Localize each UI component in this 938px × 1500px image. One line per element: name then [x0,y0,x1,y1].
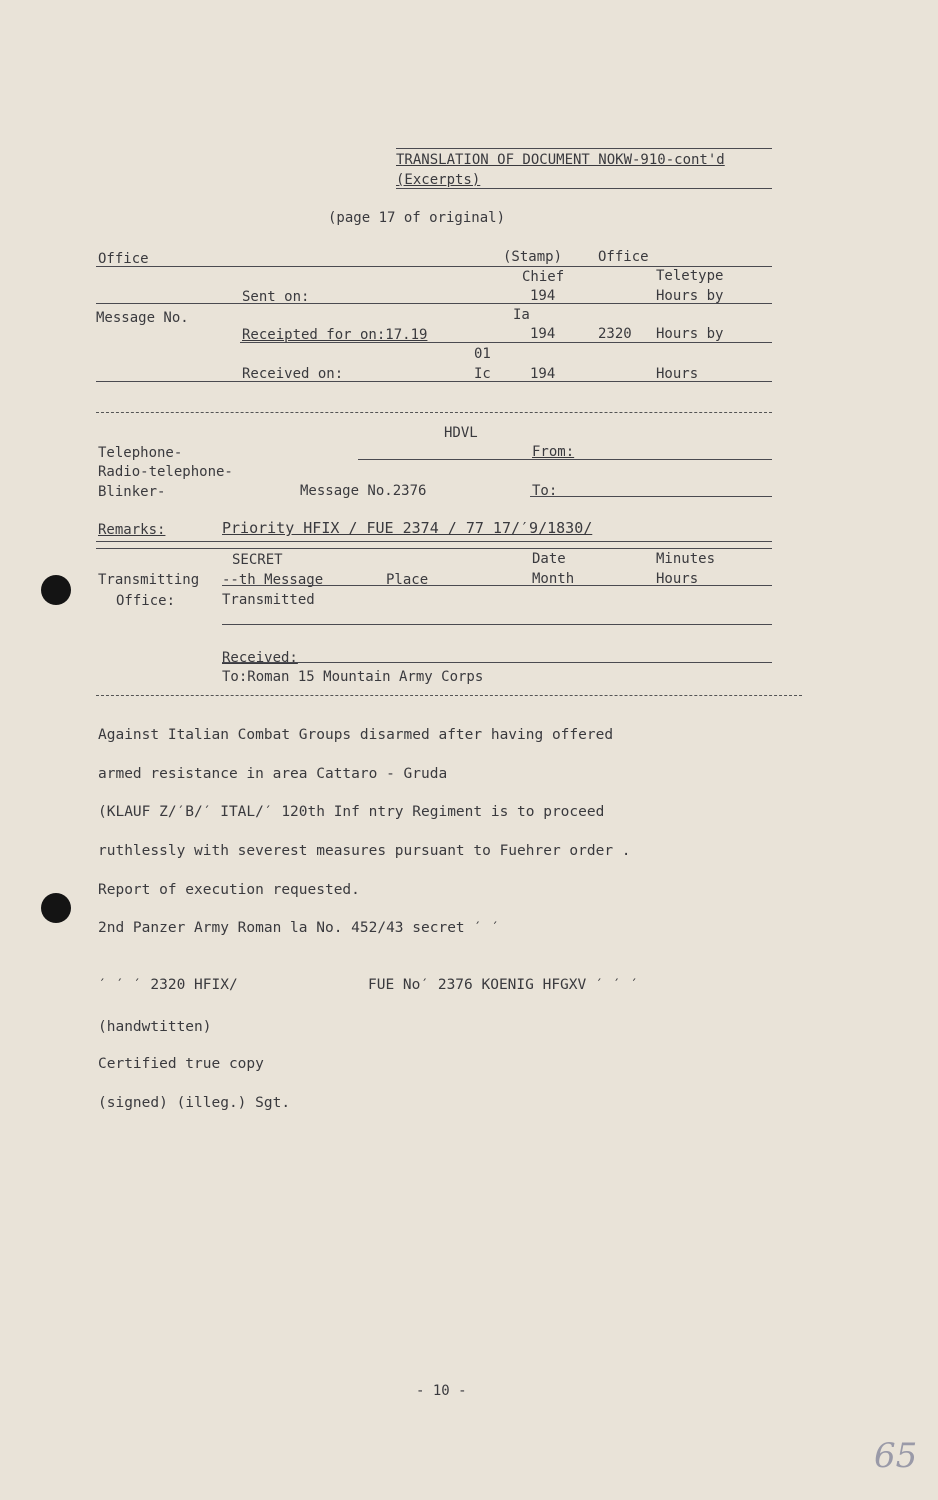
radio-label: Radio-telephone- [98,464,233,480]
th-message-label: --th Message [222,572,324,588]
handwritten-page-number: 65 [874,1436,918,1476]
dashed-separator-top [96,412,772,413]
transmitting-label: Transmitting [98,572,200,588]
date-label: Date [532,551,566,567]
telephone-label: Telephone- [98,445,183,461]
remarks-double-line [96,548,772,549]
sent-on-line [96,303,772,304]
place-label: Place [386,572,429,588]
office-colon-label: Office: [116,593,176,609]
from-label: From: [532,444,575,460]
sent-year: 194 [530,288,556,304]
body-line-1: Against Italian Combat Groups disarmed after having offered [98,727,614,743]
title-overline [396,148,772,149]
hours-label: Hours [656,571,699,587]
receipted-time: 2320 [598,326,632,342]
punch-hole-bottom [41,893,71,923]
office-label-right: Office [598,249,649,265]
document-title: TRANSLATION OF DOCUMENT NOKW-910-cont'd [396,152,725,168]
transmitted-label: Transmitted [222,592,315,608]
body-line-9: (handwtitten) [98,1019,212,1035]
o1-label: 01 [474,346,491,362]
body-line-7: ′ ′ ′ 2320 HFIX/ [98,977,238,993]
hdvl-label: HDVL [444,425,478,441]
document-subtitle: (Excerpts) [396,172,481,188]
received-line [96,381,772,382]
receipted-year: 194 [530,326,556,342]
from-line [358,459,772,460]
body-line-11: (signed) (illeg.) Sgt. [98,1095,291,1111]
transmitted-line [222,624,772,625]
received-year: 194 [530,366,556,382]
body-line-3: (KLAUF Z/′B/′ ITAL/′ 120th Inf ntry Regiment is to proceed [98,804,605,820]
body-line-10: Certified true copy [98,1056,264,1072]
receipted-hours-by: Hours by [656,326,724,342]
punch-hole-top [41,575,71,605]
remarks-label: Remarks: [98,522,166,538]
remarks-line [96,541,772,542]
message-no-label: Message No. [96,310,189,326]
received-line-2 [222,662,772,663]
body-line-4: ruthlessly with severest measures pursuant to Fuehrer order . [98,843,631,859]
ia-label: Ia [513,307,530,323]
stamp-label: (Stamp) [503,249,563,265]
chief-label: Chief [522,269,565,285]
sent-hours-by: Hours by [656,288,724,304]
received-label: Received: [222,650,298,666]
page-number: - 10 - [416,1383,467,1399]
ic-label: Ic [474,366,491,382]
page-reference: (page 17 of original) [328,210,506,226]
received-on-label: Received on: [242,366,344,382]
received-hours: Hours [656,366,699,382]
minutes-label: Minutes [656,551,716,567]
secret-label: SECRET [232,552,283,568]
receipted-label: Receipted for on:17.19 [242,327,428,343]
transmitting-line [222,585,772,586]
dashed-separator-bottom [96,695,802,696]
body-line-2: armed resistance in area Cattaro - Gruda [98,766,448,782]
teletype-label: Teletype [656,268,724,284]
body-line-6: 2nd Panzer Army Roman la No. 452/43 secret ′ ′ [98,920,500,936]
office-line [96,266,772,267]
to-label: To: [532,483,558,499]
body-line-8: FUE No′ 2376 KOENIG HFGXV ′ ′ ′ [368,977,639,993]
sent-on-label: Sent on: [242,289,310,305]
office-label-left: Office [98,251,149,267]
month-label: Month [532,571,575,587]
blinker-label: Blinker- [98,484,166,500]
body-line-5: Report of execution requested. [98,882,360,898]
receipted-line [240,342,772,343]
message-number: Message No.2376 [300,483,427,499]
remarks-value: Priority HFIX / FUE 2374 / 77 17/′9/1830/ [222,519,593,537]
title-underline [396,188,772,189]
to-recipient: To:Roman 15 Mountain Army Corps [222,669,484,685]
to-line [530,496,772,497]
